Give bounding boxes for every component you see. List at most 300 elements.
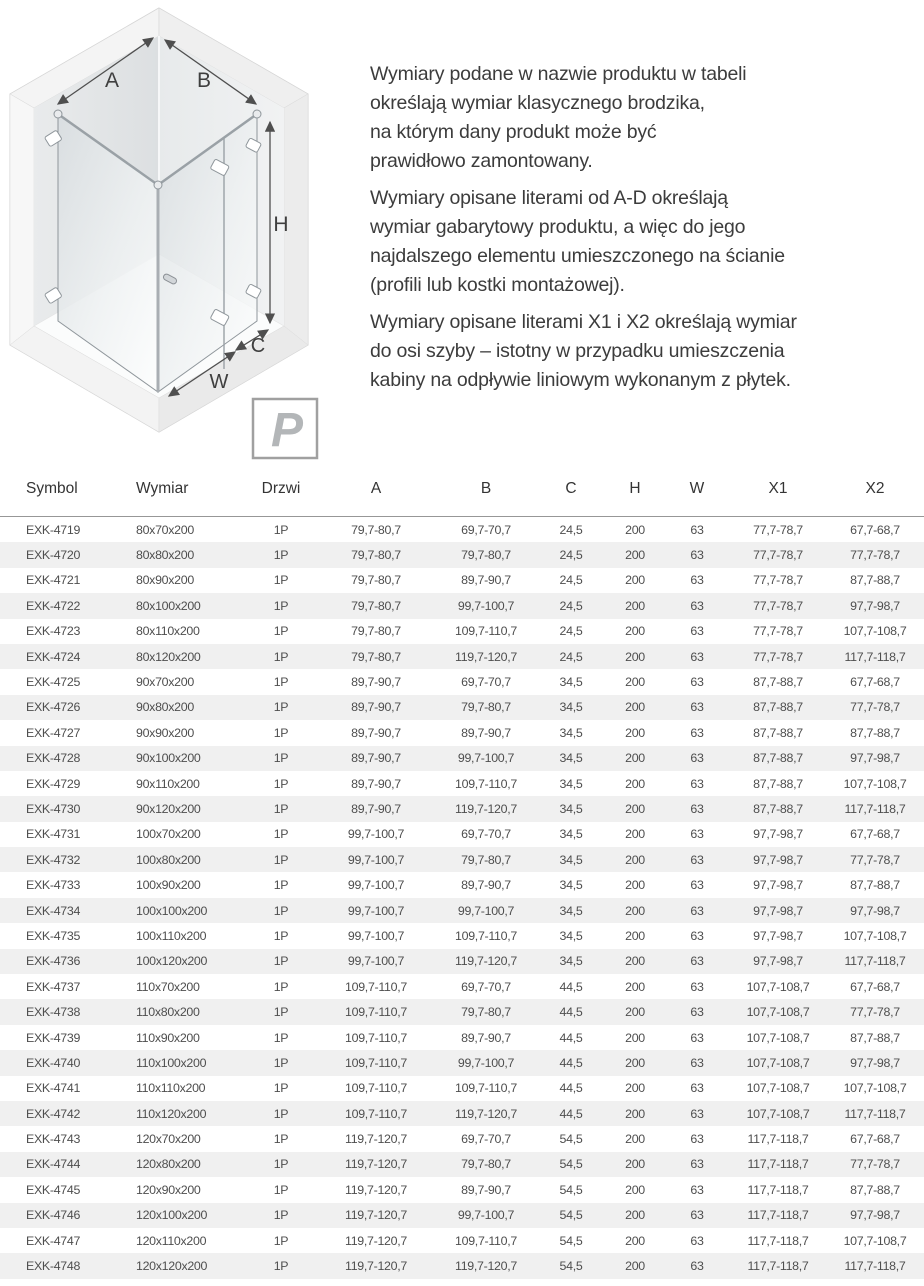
cell-x2: 117,7-118,7 bbox=[844, 954, 906, 969]
cell-w: 63 bbox=[690, 573, 704, 588]
cell-x2: 67,7-68,7 bbox=[850, 675, 900, 690]
cell-symbol: EXK-4736 bbox=[26, 954, 81, 969]
cell-h: 200 bbox=[625, 649, 645, 664]
cell-x2: 77,7-78,7 bbox=[850, 548, 900, 563]
cell-wymiar: 90x110x200 bbox=[136, 776, 200, 791]
table-row bbox=[0, 593, 924, 618]
table-row bbox=[0, 695, 924, 720]
cell-symbol: EXK-4724 bbox=[26, 649, 81, 664]
cell-x1: 87,7-88,7 bbox=[753, 801, 803, 816]
cell-drzwi: 1P bbox=[273, 928, 289, 943]
top-section bbox=[0, 0, 924, 462]
cell-c: 34,5 bbox=[559, 801, 583, 816]
cell-symbol: EXK-4731 bbox=[26, 827, 81, 842]
cell-b: 109,7-110,7 bbox=[455, 1081, 517, 1096]
cell-symbol: EXK-4727 bbox=[26, 725, 81, 740]
cell-w: 63 bbox=[690, 903, 704, 918]
cell-h: 200 bbox=[625, 1132, 645, 1147]
cell-x1: 107,7-108,7 bbox=[746, 1005, 810, 1020]
cell-c: 44,5 bbox=[559, 979, 583, 994]
table-row bbox=[0, 1076, 924, 1101]
cell-x2: 117,7-118,7 bbox=[844, 1106, 906, 1121]
cell-c: 24,5 bbox=[559, 573, 583, 588]
cell-h: 200 bbox=[625, 852, 645, 867]
cell-x1: 87,7-88,7 bbox=[753, 751, 803, 766]
cell-h: 200 bbox=[625, 903, 645, 918]
cell-b: 89,7-90,7 bbox=[461, 1030, 511, 1045]
cell-c: 24,5 bbox=[559, 649, 583, 664]
cell-h: 200 bbox=[625, 522, 645, 537]
cell-a: 79,7-80,7 bbox=[351, 522, 401, 537]
table-row bbox=[0, 1177, 924, 1202]
col-header-c: C bbox=[536, 462, 606, 517]
cell-w: 63 bbox=[690, 1132, 704, 1147]
spec-table bbox=[0, 462, 924, 1279]
intro-line: do osi szyby – istotny w przypadku umieszczenia bbox=[370, 340, 785, 362]
table-row bbox=[0, 1152, 924, 1177]
cell-w: 63 bbox=[690, 1005, 704, 1020]
cell-a: 119,7-120,7 bbox=[345, 1182, 407, 1197]
cell-c: 44,5 bbox=[559, 1081, 583, 1096]
cell-wymiar: 100x80x200 bbox=[136, 852, 201, 867]
cell-symbol: EXK-4719 bbox=[26, 522, 81, 537]
cell-c: 54,5 bbox=[559, 1259, 583, 1274]
cell-symbol: EXK-4741 bbox=[26, 1081, 81, 1096]
cell-wymiar: 110x120x200 bbox=[136, 1106, 207, 1121]
spec-table-header bbox=[0, 462, 924, 517]
cell-symbol: EXK-4737 bbox=[26, 979, 81, 994]
cell-drzwi: 1P bbox=[273, 1208, 289, 1223]
cell-c: 34,5 bbox=[559, 751, 583, 766]
table-row bbox=[0, 1025, 924, 1050]
cell-symbol: EXK-4746 bbox=[26, 1208, 81, 1223]
table-row bbox=[0, 974, 924, 999]
cell-symbol: EXK-4726 bbox=[26, 700, 81, 715]
cell-h: 200 bbox=[625, 1208, 645, 1223]
cell-wymiar: 100x110x200 bbox=[136, 928, 207, 943]
cell-a: 119,7-120,7 bbox=[345, 1233, 407, 1248]
cell-b: 89,7-90,7 bbox=[461, 1182, 511, 1197]
cell-drzwi: 1P bbox=[273, 979, 289, 994]
cell-w: 63 bbox=[690, 1233, 704, 1248]
cell-x2: 107,7-108,7 bbox=[843, 1081, 907, 1096]
cell-b: 119,7-120,7 bbox=[455, 649, 517, 664]
cell-x1: 97,7-98,7 bbox=[753, 928, 803, 943]
cell-b: 79,7-80,7 bbox=[461, 548, 511, 563]
cell-a: 89,7-90,7 bbox=[351, 801, 401, 816]
cell-symbol: EXK-4722 bbox=[26, 598, 81, 613]
cell-w: 63 bbox=[690, 878, 704, 893]
table-row bbox=[0, 822, 924, 847]
logo-p-letter: P bbox=[270, 404, 304, 457]
cell-drzwi: 1P bbox=[273, 1259, 289, 1274]
cell-a: 109,7-110,7 bbox=[345, 1005, 407, 1020]
cell-x2: 67,7-68,7 bbox=[850, 522, 900, 537]
cell-wymiar: 90x90x200 bbox=[136, 725, 194, 740]
cell-x2: 87,7-88,7 bbox=[850, 725, 900, 740]
table-row bbox=[0, 720, 924, 745]
intro-line: (profili lub kostki montażowej). bbox=[370, 274, 625, 296]
cell-wymiar: 120x90x200 bbox=[136, 1182, 201, 1197]
cell-b: 89,7-90,7 bbox=[461, 878, 511, 893]
intro-line: najdalszego elementu umieszczonego na ścianie bbox=[370, 245, 785, 267]
cell-x2: 97,7-98,7 bbox=[850, 1055, 900, 1070]
cell-h: 200 bbox=[625, 928, 645, 943]
cell-h: 200 bbox=[625, 1157, 645, 1172]
cell-w: 63 bbox=[690, 1055, 704, 1070]
cell-b: 79,7-80,7 bbox=[461, 1157, 511, 1172]
cell-h: 200 bbox=[625, 1106, 645, 1121]
cell-b: 69,7-70,7 bbox=[461, 522, 511, 537]
cell-w: 63 bbox=[690, 725, 704, 740]
table-row bbox=[0, 898, 924, 923]
cell-symbol: EXK-4738 bbox=[26, 1005, 81, 1020]
cell-symbol: EXK-4740 bbox=[26, 1055, 81, 1070]
cell-c: 34,5 bbox=[559, 700, 583, 715]
cell-drzwi: 1P bbox=[273, 700, 289, 715]
table-row bbox=[0, 517, 924, 543]
cell-b: 119,7-120,7 bbox=[455, 954, 517, 969]
table-row bbox=[0, 949, 924, 974]
cell-x2: 87,7-88,7 bbox=[850, 878, 900, 893]
cell-h: 200 bbox=[625, 1030, 645, 1045]
cell-a: 89,7-90,7 bbox=[351, 700, 401, 715]
cell-symbol: EXK-4729 bbox=[26, 776, 81, 791]
cell-wymiar: 80x120x200 bbox=[136, 649, 201, 664]
cell-a: 89,7-90,7 bbox=[351, 776, 401, 791]
cell-drzwi: 1P bbox=[273, 573, 289, 588]
table-row bbox=[0, 1101, 924, 1126]
cell-c: 34,5 bbox=[559, 725, 583, 740]
cell-c: 54,5 bbox=[559, 1157, 583, 1172]
cell-c: 54,5 bbox=[559, 1233, 583, 1248]
cell-x1: 77,7-78,7 bbox=[753, 598, 803, 613]
table-row bbox=[0, 999, 924, 1024]
cell-x1: 107,7-108,7 bbox=[746, 1055, 810, 1070]
intro-line: na którym dany produkt może być bbox=[370, 121, 657, 143]
cell-b: 89,7-90,7 bbox=[461, 725, 511, 740]
cell-c: 34,5 bbox=[559, 878, 583, 893]
cell-x1: 77,7-78,7 bbox=[753, 649, 803, 664]
cell-x2: 87,7-88,7 bbox=[850, 573, 900, 588]
cell-b: 109,7-110,7 bbox=[455, 928, 517, 943]
cell-x1: 87,7-88,7 bbox=[753, 700, 803, 715]
table-row bbox=[0, 1203, 924, 1228]
cell-wymiar: 120x120x200 bbox=[136, 1259, 208, 1274]
cell-w: 63 bbox=[690, 852, 704, 867]
dim-label-a: A bbox=[104, 69, 120, 92]
cell-wymiar: 90x80x200 bbox=[136, 700, 194, 715]
cell-x1: 107,7-108,7 bbox=[746, 1030, 810, 1045]
cell-symbol: EXK-4730 bbox=[26, 801, 81, 816]
cell-drzwi: 1P bbox=[273, 1106, 289, 1121]
cell-symbol: EXK-4743 bbox=[26, 1132, 81, 1147]
cell-h: 200 bbox=[625, 979, 645, 994]
table-row bbox=[0, 542, 924, 567]
cell-w: 63 bbox=[690, 1259, 704, 1274]
cell-h: 200 bbox=[625, 1081, 645, 1096]
cell-a: 119,7-120,7 bbox=[345, 1132, 407, 1147]
cell-b: 79,7-80,7 bbox=[461, 1005, 511, 1020]
cell-h: 200 bbox=[625, 954, 645, 969]
cell-wymiar: 90x100x200 bbox=[136, 751, 201, 766]
cell-h: 200 bbox=[625, 751, 645, 766]
cell-a: 89,7-90,7 bbox=[351, 751, 401, 766]
corner-knob-right bbox=[253, 110, 261, 118]
cell-a: 89,7-90,7 bbox=[351, 675, 401, 690]
cell-c: 44,5 bbox=[559, 1005, 583, 1020]
cell-drzwi: 1P bbox=[273, 1005, 289, 1020]
cell-c: 24,5 bbox=[559, 624, 583, 639]
cell-wymiar: 80x100x200 bbox=[136, 598, 201, 613]
cell-h: 200 bbox=[625, 1182, 645, 1197]
table-row bbox=[0, 619, 924, 644]
cell-x1: 117,7-118,7 bbox=[747, 1208, 809, 1223]
cell-h: 200 bbox=[625, 1233, 645, 1248]
cell-drzwi: 1P bbox=[273, 548, 289, 563]
table-row bbox=[0, 796, 924, 821]
cell-symbol: EXK-4734 bbox=[26, 903, 81, 918]
shower-isometric-diagram bbox=[0, 0, 330, 460]
cell-a: 99,7-100,7 bbox=[347, 954, 405, 969]
cell-h: 200 bbox=[625, 548, 645, 563]
cell-w: 63 bbox=[690, 598, 704, 613]
cell-c: 34,5 bbox=[559, 852, 583, 867]
cell-b: 79,7-80,7 bbox=[461, 700, 511, 715]
cell-wymiar: 80x80x200 bbox=[136, 548, 194, 563]
cell-b: 99,7-100,7 bbox=[457, 751, 515, 766]
cell-c: 44,5 bbox=[559, 1106, 583, 1121]
cell-x1: 87,7-88,7 bbox=[753, 675, 803, 690]
cell-c: 34,5 bbox=[559, 675, 583, 690]
cell-x1: 117,7-118,7 bbox=[747, 1233, 809, 1248]
cell-wymiar: 100x120x200 bbox=[136, 954, 208, 969]
cell-drzwi: 1P bbox=[273, 776, 289, 791]
cell-w: 63 bbox=[690, 649, 704, 664]
intro-line: określają wymiar klasycznego brodzika, bbox=[370, 92, 705, 114]
cell-w: 63 bbox=[690, 1081, 704, 1096]
cell-x2: 77,7-78,7 bbox=[850, 852, 900, 867]
cell-wymiar: 100x90x200 bbox=[136, 878, 201, 893]
table-row bbox=[0, 746, 924, 771]
cell-drzwi: 1P bbox=[273, 751, 289, 766]
cell-drzwi: 1P bbox=[273, 852, 289, 867]
cell-b: 99,7-100,7 bbox=[457, 598, 515, 613]
cell-x1: 77,7-78,7 bbox=[753, 573, 803, 588]
cell-a: 109,7-110,7 bbox=[345, 1055, 407, 1070]
cell-x1: 87,7-88,7 bbox=[753, 725, 803, 740]
cell-a: 79,7-80,7 bbox=[351, 624, 401, 639]
cell-b: 69,7-70,7 bbox=[461, 675, 511, 690]
col-header-w: W bbox=[664, 462, 730, 517]
cell-symbol: EXK-4723 bbox=[26, 624, 81, 639]
table-row bbox=[0, 669, 924, 694]
cell-drzwi: 1P bbox=[273, 1157, 289, 1172]
dim-label-c: C bbox=[250, 335, 266, 357]
cell-drzwi: 1P bbox=[273, 675, 289, 690]
cell-wymiar: 120x110x200 bbox=[136, 1233, 207, 1248]
cell-w: 63 bbox=[690, 1208, 704, 1223]
cell-wymiar: 100x70x200 bbox=[136, 827, 201, 842]
cell-a: 99,7-100,7 bbox=[347, 852, 405, 867]
table-row bbox=[0, 644, 924, 669]
cell-drzwi: 1P bbox=[273, 649, 289, 664]
cell-symbol: EXK-4721 bbox=[26, 573, 81, 588]
cell-symbol: EXK-4745 bbox=[26, 1182, 81, 1197]
cell-x1: 97,7-98,7 bbox=[753, 903, 803, 918]
col-header-b: B bbox=[436, 462, 536, 517]
intro-text bbox=[370, 60, 922, 403]
cell-wymiar: 80x110x200 bbox=[136, 624, 200, 639]
cell-b: 99,7-100,7 bbox=[457, 1208, 515, 1223]
cell-h: 200 bbox=[625, 1259, 645, 1274]
cell-w: 63 bbox=[690, 801, 704, 816]
cell-x1: 97,7-98,7 bbox=[753, 878, 803, 893]
intro-paragraph-1 bbox=[370, 60, 922, 176]
cell-symbol: EXK-4720 bbox=[26, 548, 81, 563]
cell-x2: 77,7-78,7 bbox=[850, 1157, 900, 1172]
col-header-a: A bbox=[316, 462, 436, 517]
cell-x2: 77,7-78,7 bbox=[850, 700, 900, 715]
cell-x2: 107,7-108,7 bbox=[843, 928, 907, 943]
cell-drzwi: 1P bbox=[273, 1030, 289, 1045]
cell-x2: 87,7-88,7 bbox=[850, 1030, 900, 1045]
cell-a: 79,7-80,7 bbox=[351, 548, 401, 563]
cell-symbol: EXK-4739 bbox=[26, 1030, 81, 1045]
cell-x2: 97,7-98,7 bbox=[850, 903, 900, 918]
cell-wymiar: 90x120x200 bbox=[136, 801, 201, 816]
diagram-wrap bbox=[0, 0, 330, 460]
cell-c: 34,5 bbox=[559, 903, 583, 918]
intro-paragraph-2 bbox=[370, 184, 922, 300]
cell-h: 200 bbox=[625, 598, 645, 613]
cell-b: 119,7-120,7 bbox=[455, 1259, 517, 1274]
cell-x1: 77,7-78,7 bbox=[753, 522, 803, 537]
cell-c: 34,5 bbox=[559, 827, 583, 842]
cell-a: 99,7-100,7 bbox=[347, 878, 405, 893]
cell-drzwi: 1P bbox=[273, 1081, 289, 1096]
intro-line: kabiny na odpływie liniowym wykonanym z płytek. bbox=[370, 369, 791, 391]
cell-w: 63 bbox=[690, 1182, 704, 1197]
cell-b: 69,7-70,7 bbox=[461, 1132, 511, 1147]
cell-w: 63 bbox=[690, 624, 704, 639]
cell-h: 200 bbox=[625, 878, 645, 893]
table-row bbox=[0, 771, 924, 796]
cell-x1: 77,7-78,7 bbox=[753, 548, 803, 563]
cell-b: 69,7-70,7 bbox=[461, 827, 511, 842]
cell-w: 63 bbox=[690, 1106, 704, 1121]
cell-drzwi: 1P bbox=[273, 725, 289, 740]
intro-line: Wymiary opisane literami X1 i X2 określają wymiar bbox=[370, 311, 797, 333]
cell-h: 200 bbox=[625, 827, 645, 842]
cell-symbol: EXK-4742 bbox=[26, 1106, 81, 1121]
cell-x1: 87,7-88,7 bbox=[753, 776, 803, 791]
cell-x2: 77,7-78,7 bbox=[850, 1005, 900, 1020]
cell-drzwi: 1P bbox=[273, 624, 289, 639]
cell-symbol: EXK-4735 bbox=[26, 928, 81, 943]
cell-w: 63 bbox=[690, 1157, 704, 1172]
table-row bbox=[0, 923, 924, 948]
table-row bbox=[0, 1228, 924, 1253]
cell-wymiar: 100x100x200 bbox=[136, 903, 208, 918]
cell-x1: 97,7-98,7 bbox=[753, 852, 803, 867]
cell-a: 99,7-100,7 bbox=[347, 903, 405, 918]
cell-h: 200 bbox=[625, 725, 645, 740]
cell-w: 63 bbox=[690, 700, 704, 715]
table-row bbox=[0, 1126, 924, 1151]
cell-b: 119,7-120,7 bbox=[455, 801, 517, 816]
table-row bbox=[0, 568, 924, 593]
cell-x1: 117,7-118,7 bbox=[747, 1259, 809, 1274]
table-row bbox=[0, 872, 924, 897]
cell-drzwi: 1P bbox=[273, 1182, 289, 1197]
col-header-drzwi: Drzwi bbox=[246, 462, 316, 517]
cell-drzwi: 1P bbox=[273, 903, 289, 918]
cell-a: 79,7-80,7 bbox=[351, 598, 401, 613]
cell-x1: 117,7-118,7 bbox=[747, 1182, 809, 1197]
cell-b: 69,7-70,7 bbox=[461, 979, 511, 994]
cell-c: 34,5 bbox=[559, 928, 583, 943]
cell-a: 109,7-110,7 bbox=[345, 1030, 407, 1045]
cell-drzwi: 1P bbox=[273, 1055, 289, 1070]
cell-c: 44,5 bbox=[559, 1030, 583, 1045]
cell-c: 54,5 bbox=[559, 1182, 583, 1197]
cell-wymiar: 120x80x200 bbox=[136, 1157, 201, 1172]
col-header-x1: X1 bbox=[730, 462, 826, 517]
cell-a: 89,7-90,7 bbox=[351, 725, 401, 740]
cell-x1: 97,7-98,7 bbox=[753, 827, 803, 842]
cell-wymiar: 110x80x200 bbox=[136, 1005, 200, 1020]
cell-c: 54,5 bbox=[559, 1208, 583, 1223]
spec-table-body bbox=[0, 517, 924, 1279]
cell-drzwi: 1P bbox=[273, 1132, 289, 1147]
cell-x1: 107,7-108,7 bbox=[746, 1081, 810, 1096]
cell-wymiar: 110x110x200 bbox=[136, 1081, 206, 1096]
cell-w: 63 bbox=[690, 979, 704, 994]
cell-drzwi: 1P bbox=[273, 1233, 289, 1248]
cell-c: 24,5 bbox=[559, 522, 583, 537]
cell-b: 109,7-110,7 bbox=[455, 1233, 517, 1248]
cell-x2: 117,7-118,7 bbox=[844, 1259, 906, 1274]
dim-label-w: W bbox=[209, 371, 229, 393]
wall-side-left-band bbox=[10, 94, 34, 345]
cell-a: 119,7-120,7 bbox=[345, 1157, 407, 1172]
cell-x1: 107,7-108,7 bbox=[746, 1106, 810, 1121]
cell-drzwi: 1P bbox=[273, 522, 289, 537]
cell-x2: 107,7-108,7 bbox=[843, 776, 907, 791]
cell-c: 34,5 bbox=[559, 776, 583, 791]
cell-wymiar: 120x70x200 bbox=[136, 1132, 201, 1147]
intro-line: Wymiary podane w nazwie produktu w tabeli bbox=[370, 63, 747, 85]
cell-b: 99,7-100,7 bbox=[457, 1055, 515, 1070]
intro-paragraph-3 bbox=[370, 308, 922, 395]
cell-h: 200 bbox=[625, 675, 645, 690]
cell-c: 54,5 bbox=[559, 1132, 583, 1147]
cell-a: 119,7-120,7 bbox=[345, 1208, 407, 1223]
cell-x1: 97,7-98,7 bbox=[753, 954, 803, 969]
cell-w: 63 bbox=[690, 827, 704, 842]
cell-x2: 97,7-98,7 bbox=[850, 598, 900, 613]
cell-a: 79,7-80,7 bbox=[351, 649, 401, 664]
cell-x2: 97,7-98,7 bbox=[850, 751, 900, 766]
cell-symbol: EXK-4728 bbox=[26, 751, 81, 766]
cell-b: 109,7-110,7 bbox=[455, 624, 517, 639]
cell-x2: 117,7-118,7 bbox=[844, 801, 906, 816]
cell-b: 119,7-120,7 bbox=[455, 1106, 517, 1121]
cell-b: 109,7-110,7 bbox=[455, 776, 517, 791]
cell-a: 109,7-110,7 bbox=[345, 1081, 407, 1096]
cell-w: 63 bbox=[690, 675, 704, 690]
